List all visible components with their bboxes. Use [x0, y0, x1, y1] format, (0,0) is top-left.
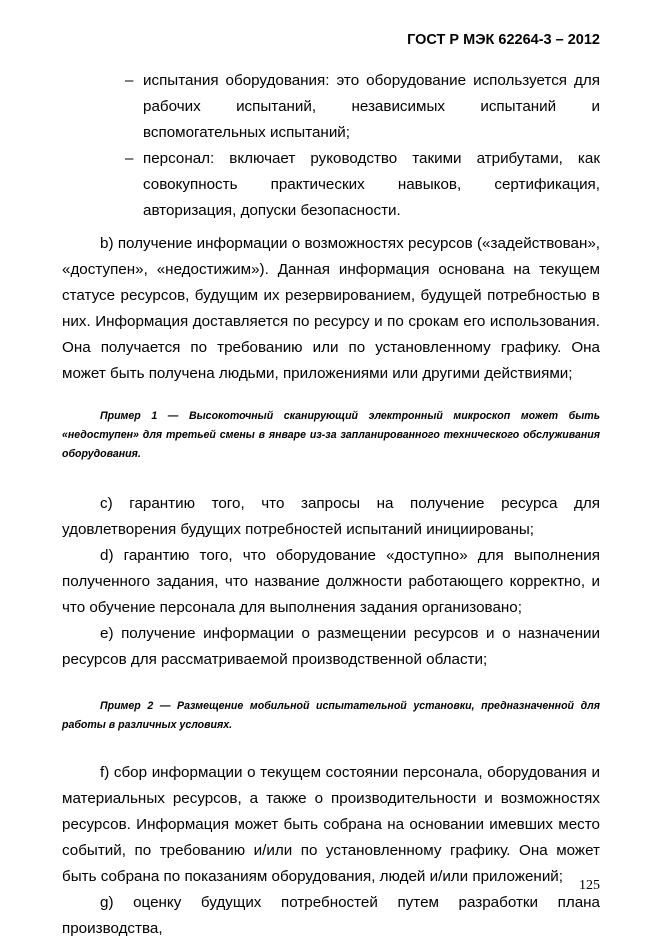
page-content — [62, 68, 600, 942]
list-dash: – — [125, 150, 134, 167]
paragraph-g: g) оценку будущих потребностей путем разработки плана производства, — [62, 894, 600, 937]
list-item — [62, 146, 600, 224]
example-2: Пример 2 — Размещение мобильной испытательной установки, предназначенной для работы в различных условиях. — [62, 700, 600, 731]
document-header: ГОСТ Р МЭК 62264-3 – 2012 — [407, 32, 600, 48]
paragraph-b: b) получение информации о возможностях ресурсов («задействован», «доступен», «недостижим»). Данная информация основана на текущем статусе ресурсов, будущим их резервированием, будущей потребностью в них. Информация доставляется по ресурсу и по срокам его использования. Она получается по требованию или по установленному графику. Она может быть получена людьми, приложениями или другими действиями; — [62, 235, 600, 382]
paragraph-d: d) гарантию того, что оборудование «доступно» для выполнения полученного задания, что название должности работающего корректно, и что обучение персонала для выполнения задания организовано; — [62, 547, 600, 616]
page-number: 125 — [579, 878, 600, 893]
paragraph-f: f) сбор информации о текущем состоянии персонала, оборудования и материальных ресурсов, а также о производительности и возможностях ресурсов. Информация может быть собрана на основании имевших место событий, по требованию и/или по установленному графику. Она может быть собрана по показаниям оборудования, людей и/или приложений; — [62, 764, 600, 885]
list-item-text: испытания оборудования: это оборудование используется для рабочих испытаний, независимых испытаний и вспомогательных испытаний; — [143, 72, 600, 141]
paragraph-e: e) получение информации о размещении ресурсов и о назначении ресурсов для рассматриваемой производственной области; — [62, 625, 600, 668]
list-item-text: персонал: включает руководство такими атрибутами, как совокупность практических навыков, сертификация, авторизация, допуски безопасности. — [143, 150, 600, 219]
list-item — [62, 68, 600, 146]
list-dash: – — [125, 72, 134, 89]
example-1: Пример 1 — Высокоточный сканирующий электронный микроскоп может быть «недоступен» для третьей смены в январе из-за запланированного технического обслуживания оборудования. — [62, 410, 600, 460]
paragraph-c: c) гарантию того, что запросы на получение ресурса для удовлетворения будущих потребностей испытаний инициированы; — [62, 495, 600, 538]
